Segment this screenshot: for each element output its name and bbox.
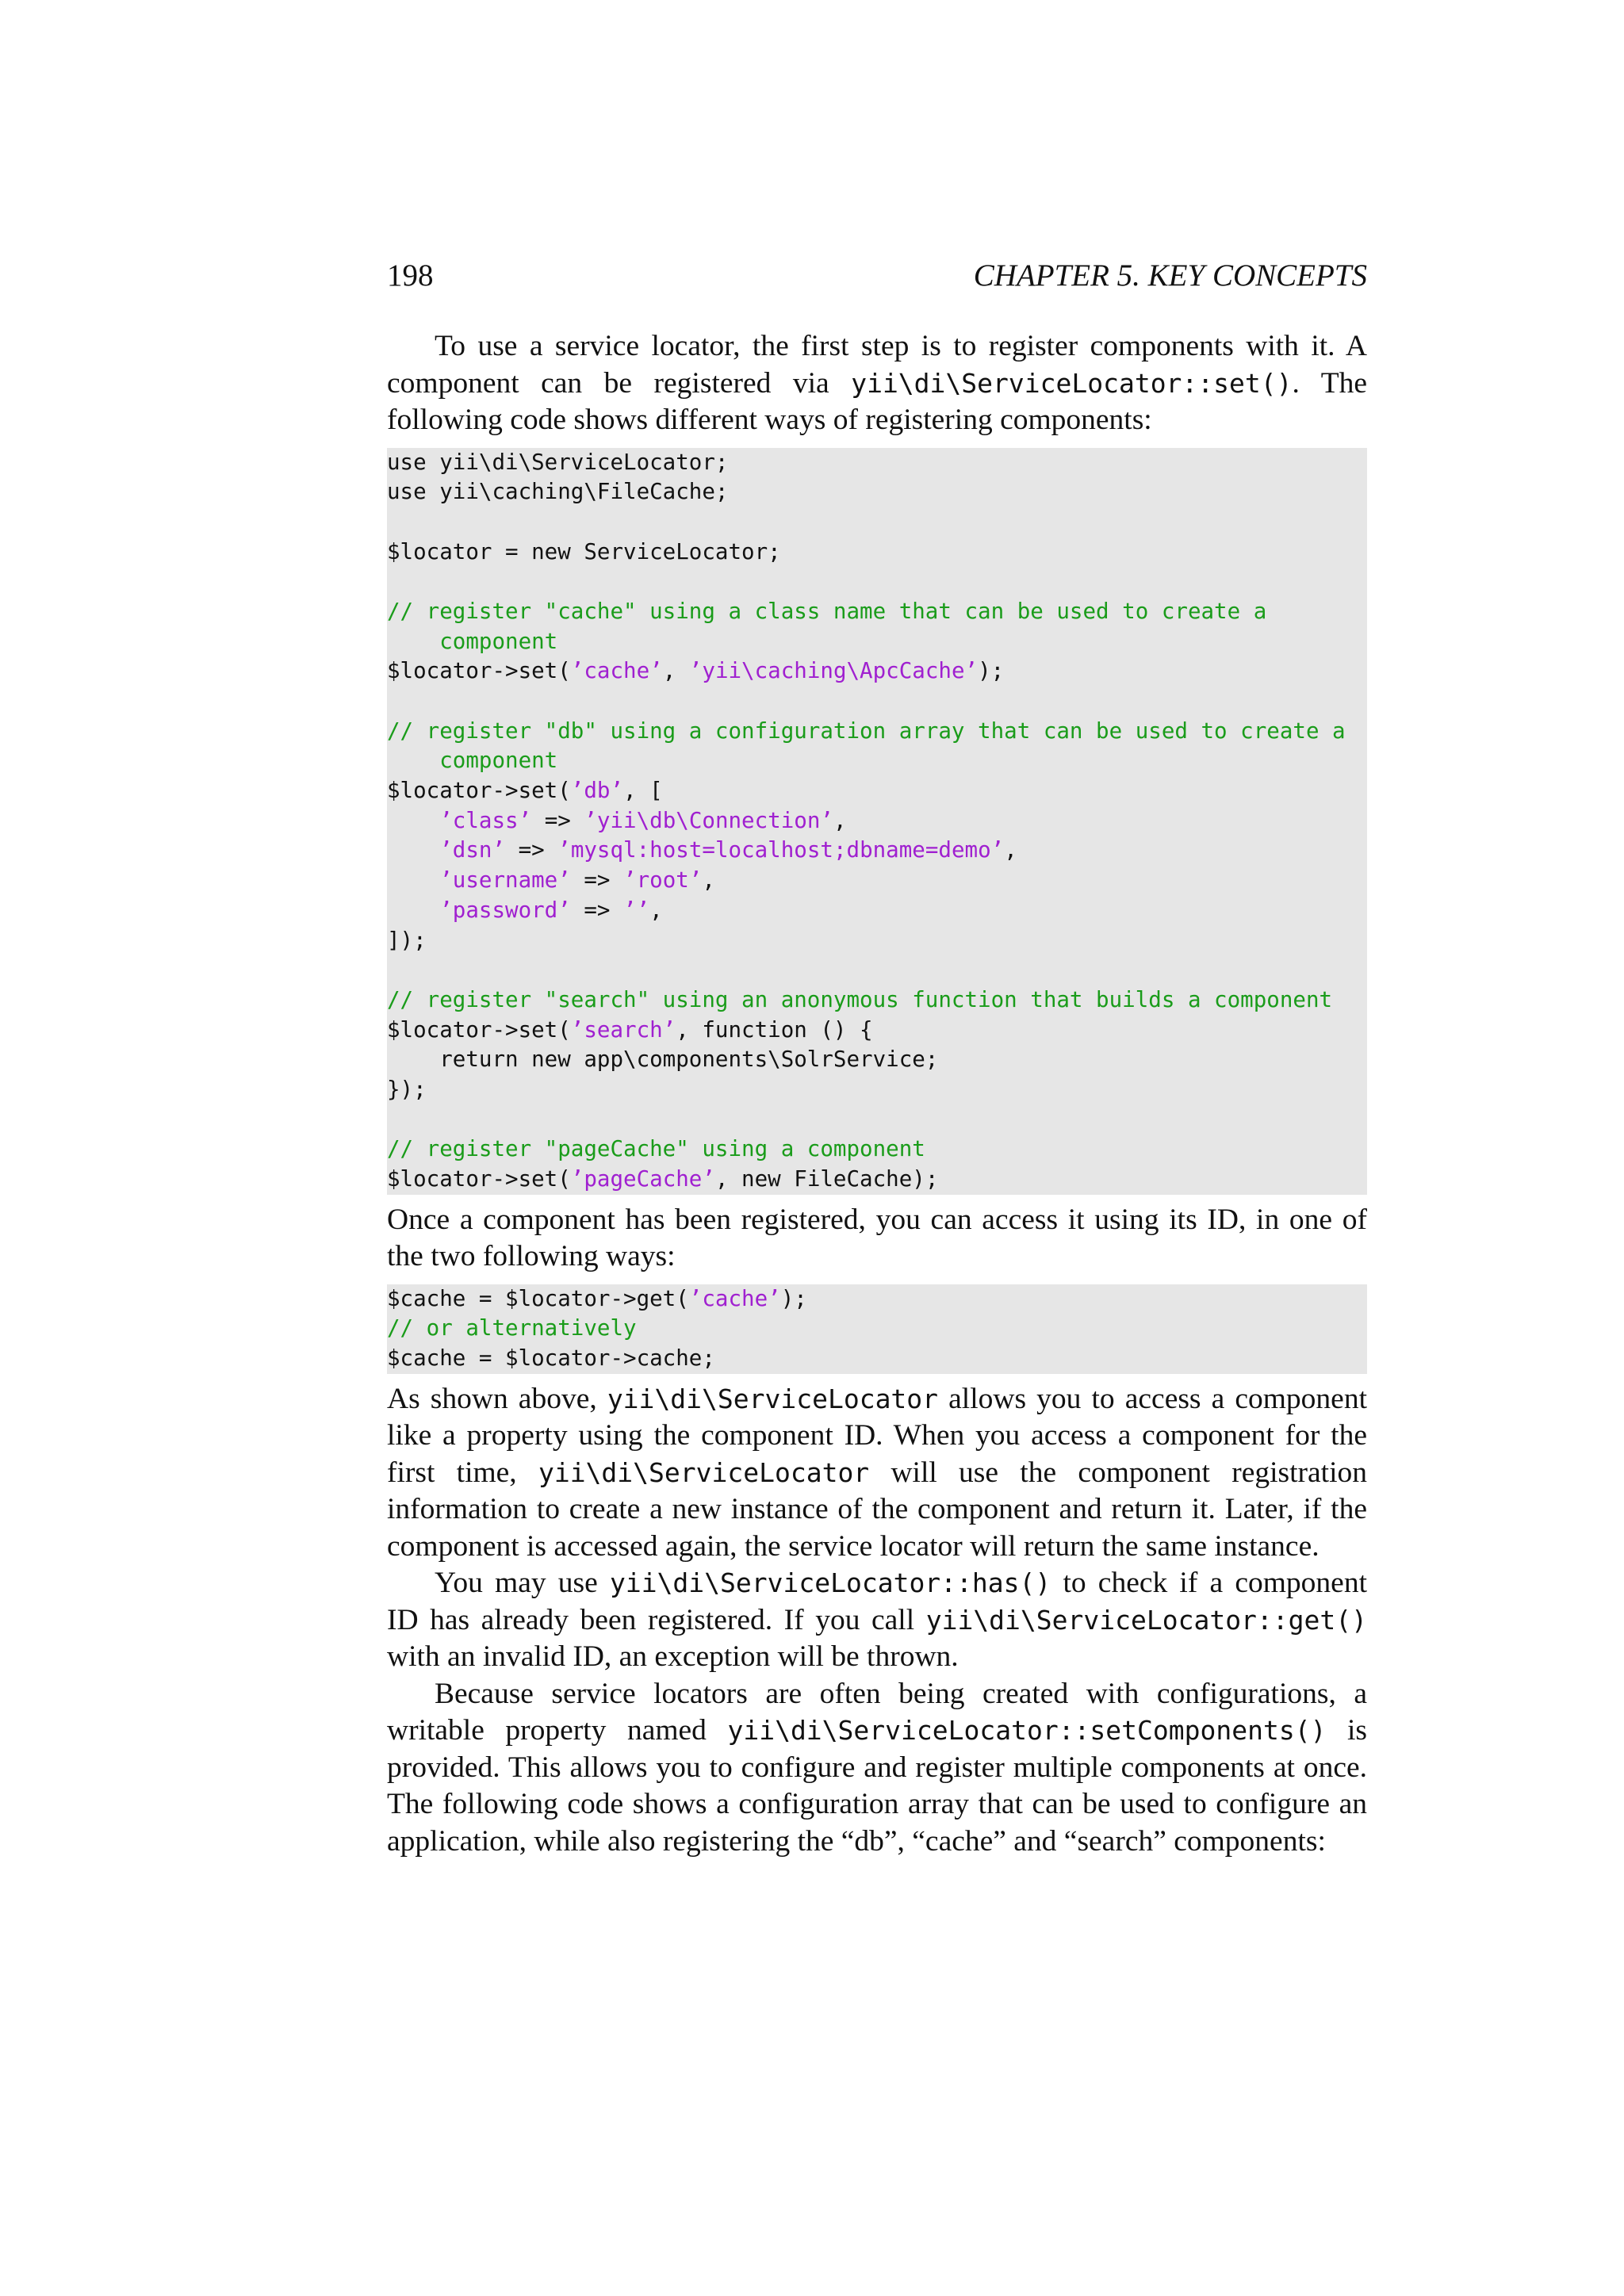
code-line bbox=[387, 1045, 1367, 1075]
code-comment: component bbox=[387, 628, 558, 654]
code-line bbox=[387, 1314, 1367, 1344]
code-line bbox=[387, 896, 1367, 926]
text-run: . The following code shows different ways of registering components: bbox=[387, 366, 1367, 436]
code-comment: component bbox=[387, 748, 558, 774]
code-line bbox=[387, 538, 1367, 568]
code-line bbox=[387, 1105, 1367, 1135]
code-string: ’mysql:host=localhost;dbname=demo’ bbox=[557, 837, 1005, 863]
text-run: to check if a component ID has already been registered. If you call bbox=[387, 1567, 1367, 1636]
paragraph-intro bbox=[387, 328, 1367, 439]
inline-code: yii\di\ServiceLocator bbox=[538, 1456, 870, 1488]
code-text bbox=[387, 808, 439, 833]
inline-code: yii\di\ServiceLocator::has() bbox=[609, 1567, 1051, 1599]
code-string: ’pageCache’ bbox=[570, 1166, 715, 1192]
code-block-access bbox=[387, 1284, 1367, 1374]
code-text: => bbox=[570, 867, 624, 894]
code-text: ); bbox=[978, 658, 1005, 684]
code-line bbox=[387, 1284, 1367, 1314]
code-line bbox=[387, 448, 1367, 478]
code-line bbox=[387, 567, 1367, 597]
code-text: => bbox=[505, 837, 558, 863]
code-line bbox=[387, 746, 1367, 776]
paragraph-has-check bbox=[387, 1565, 1367, 1676]
code-text: }); bbox=[387, 1076, 427, 1102]
code-line bbox=[387, 806, 1367, 836]
code-text: , bbox=[649, 897, 663, 923]
code-string: ’yii\caching\ApcCache’ bbox=[688, 658, 979, 684]
code-string: ’’ bbox=[623, 897, 650, 923]
text-run: Because service locators are often being created with configurations, a writable property named bbox=[387, 1677, 1367, 1747]
code-text: $cache = $locator->get( bbox=[387, 1285, 689, 1311]
code-text: , bbox=[1004, 837, 1017, 863]
code-line bbox=[387, 955, 1367, 985]
code-text bbox=[387, 897, 439, 923]
code-string: ’search’ bbox=[570, 1016, 676, 1043]
code-line bbox=[387, 1165, 1367, 1195]
code-text: , bbox=[702, 867, 715, 894]
code-text: $locator->set( bbox=[387, 1016, 571, 1043]
code-line bbox=[387, 926, 1367, 956]
code-text: $cache = $locator->cache; bbox=[387, 1345, 715, 1372]
code-string: ’root’ bbox=[623, 867, 703, 894]
text-run: will use the component registration information to create a new instance of the component and return it. Later, if the component is accessed again, the service locator will return the same instance. bbox=[387, 1456, 1368, 1563]
code-text: return new app\components\SolrService; bbox=[387, 1047, 939, 1073]
paragraph-access bbox=[387, 1202, 1367, 1276]
code-comment: // or alternatively bbox=[387, 1315, 637, 1341]
page-header bbox=[387, 252, 1367, 300]
code-line bbox=[387, 627, 1367, 657]
code-string: ’class’ bbox=[439, 807, 532, 833]
code-text bbox=[387, 867, 439, 893]
inline-code: yii\di\ServiceLocator bbox=[607, 1383, 939, 1414]
code-text: use yii\di\ServiceLocator; bbox=[387, 449, 729, 475]
code-line bbox=[387, 656, 1367, 687]
text-run: is provided. This allows you to configure and register multiple components at once. The following code shows a configuration array that can be used to configure an application, while also registering the “db”, “cache” and “search” components: bbox=[387, 1714, 1367, 1858]
code-text: , bbox=[662, 658, 689, 684]
code-string: ’cache’ bbox=[570, 658, 663, 684]
text-run: As shown above, bbox=[387, 1382, 607, 1415]
code-text: ]); bbox=[387, 927, 427, 953]
inline-code: yii\di\ServiceLocator::setComponents() bbox=[727, 1715, 1327, 1747]
inline-code: yii\di\ServiceLocator::get() bbox=[925, 1604, 1367, 1636]
code-line bbox=[387, 477, 1367, 507]
code-string: ’cache’ bbox=[688, 1285, 781, 1311]
code-line bbox=[387, 1075, 1367, 1105]
code-text: $locator->set( bbox=[387, 658, 571, 684]
code-line bbox=[387, 1344, 1367, 1374]
code-text bbox=[387, 837, 439, 863]
code-text: $locator = new ServiceLocator; bbox=[387, 538, 781, 564]
code-text: ); bbox=[780, 1285, 807, 1311]
inline-code: yii\di\ServiceLocator::set() bbox=[851, 367, 1293, 399]
code-line bbox=[387, 836, 1367, 866]
code-line bbox=[387, 776, 1367, 806]
code-string: ’username’ bbox=[439, 867, 571, 894]
code-comment: // register "db" using a configuration array that can be used to create a bbox=[387, 718, 1346, 744]
code-text: $locator->set( bbox=[387, 778, 571, 804]
code-comment: // register "pageCache" using a component bbox=[387, 1136, 925, 1162]
document-page bbox=[387, 252, 1367, 1860]
code-text: , new FileCache); bbox=[714, 1166, 939, 1192]
code-text: , [ bbox=[623, 778, 663, 804]
code-block-register bbox=[387, 448, 1367, 1195]
code-text: , function () { bbox=[676, 1016, 873, 1043]
code-line bbox=[387, 687, 1367, 717]
code-string: ’dsn’ bbox=[439, 837, 506, 863]
code-comment: // register "search" using an anonymous function that builds a component bbox=[387, 986, 1333, 1012]
code-text: $locator->set( bbox=[387, 1166, 571, 1192]
code-text: => bbox=[531, 807, 584, 833]
paragraph-explanation bbox=[387, 1381, 1367, 1566]
code-line bbox=[387, 597, 1367, 627]
page-number: 198 bbox=[387, 258, 434, 293]
running-head: CHAPTER 5. KEY CONCEPTS bbox=[973, 258, 1367, 293]
code-text: , bbox=[833, 807, 847, 833]
code-comment: // register "cache" using a class name that can be used to create a bbox=[387, 598, 1267, 624]
code-string: ’yii\db\Connection’ bbox=[584, 807, 833, 833]
paragraph-configuration bbox=[387, 1676, 1367, 1861]
text-run: You may use bbox=[435, 1567, 610, 1600]
code-text: => bbox=[570, 897, 624, 923]
code-line bbox=[387, 1016, 1367, 1046]
code-line bbox=[387, 507, 1367, 538]
text-run: with an invalid ID, an exception will be thrown. bbox=[387, 1640, 959, 1674]
code-line bbox=[387, 1135, 1367, 1165]
text-run: Once a component has been registered, you can access it using its ID, in one of the two following ways: bbox=[387, 1203, 1367, 1273]
text-run: allows you to access a component like a property using the component ID. When you access a component for the first time, bbox=[387, 1382, 1367, 1489]
code-string: ’password’ bbox=[439, 897, 571, 923]
code-string: ’db’ bbox=[570, 778, 624, 804]
code-line bbox=[387, 717, 1367, 747]
code-line bbox=[387, 866, 1367, 896]
text-run: To use a service locator, the first step is to register components with it. A component can be registered via bbox=[387, 330, 1367, 400]
code-line bbox=[387, 985, 1367, 1016]
code-text: use yii\caching\FileCache; bbox=[387, 479, 729, 505]
